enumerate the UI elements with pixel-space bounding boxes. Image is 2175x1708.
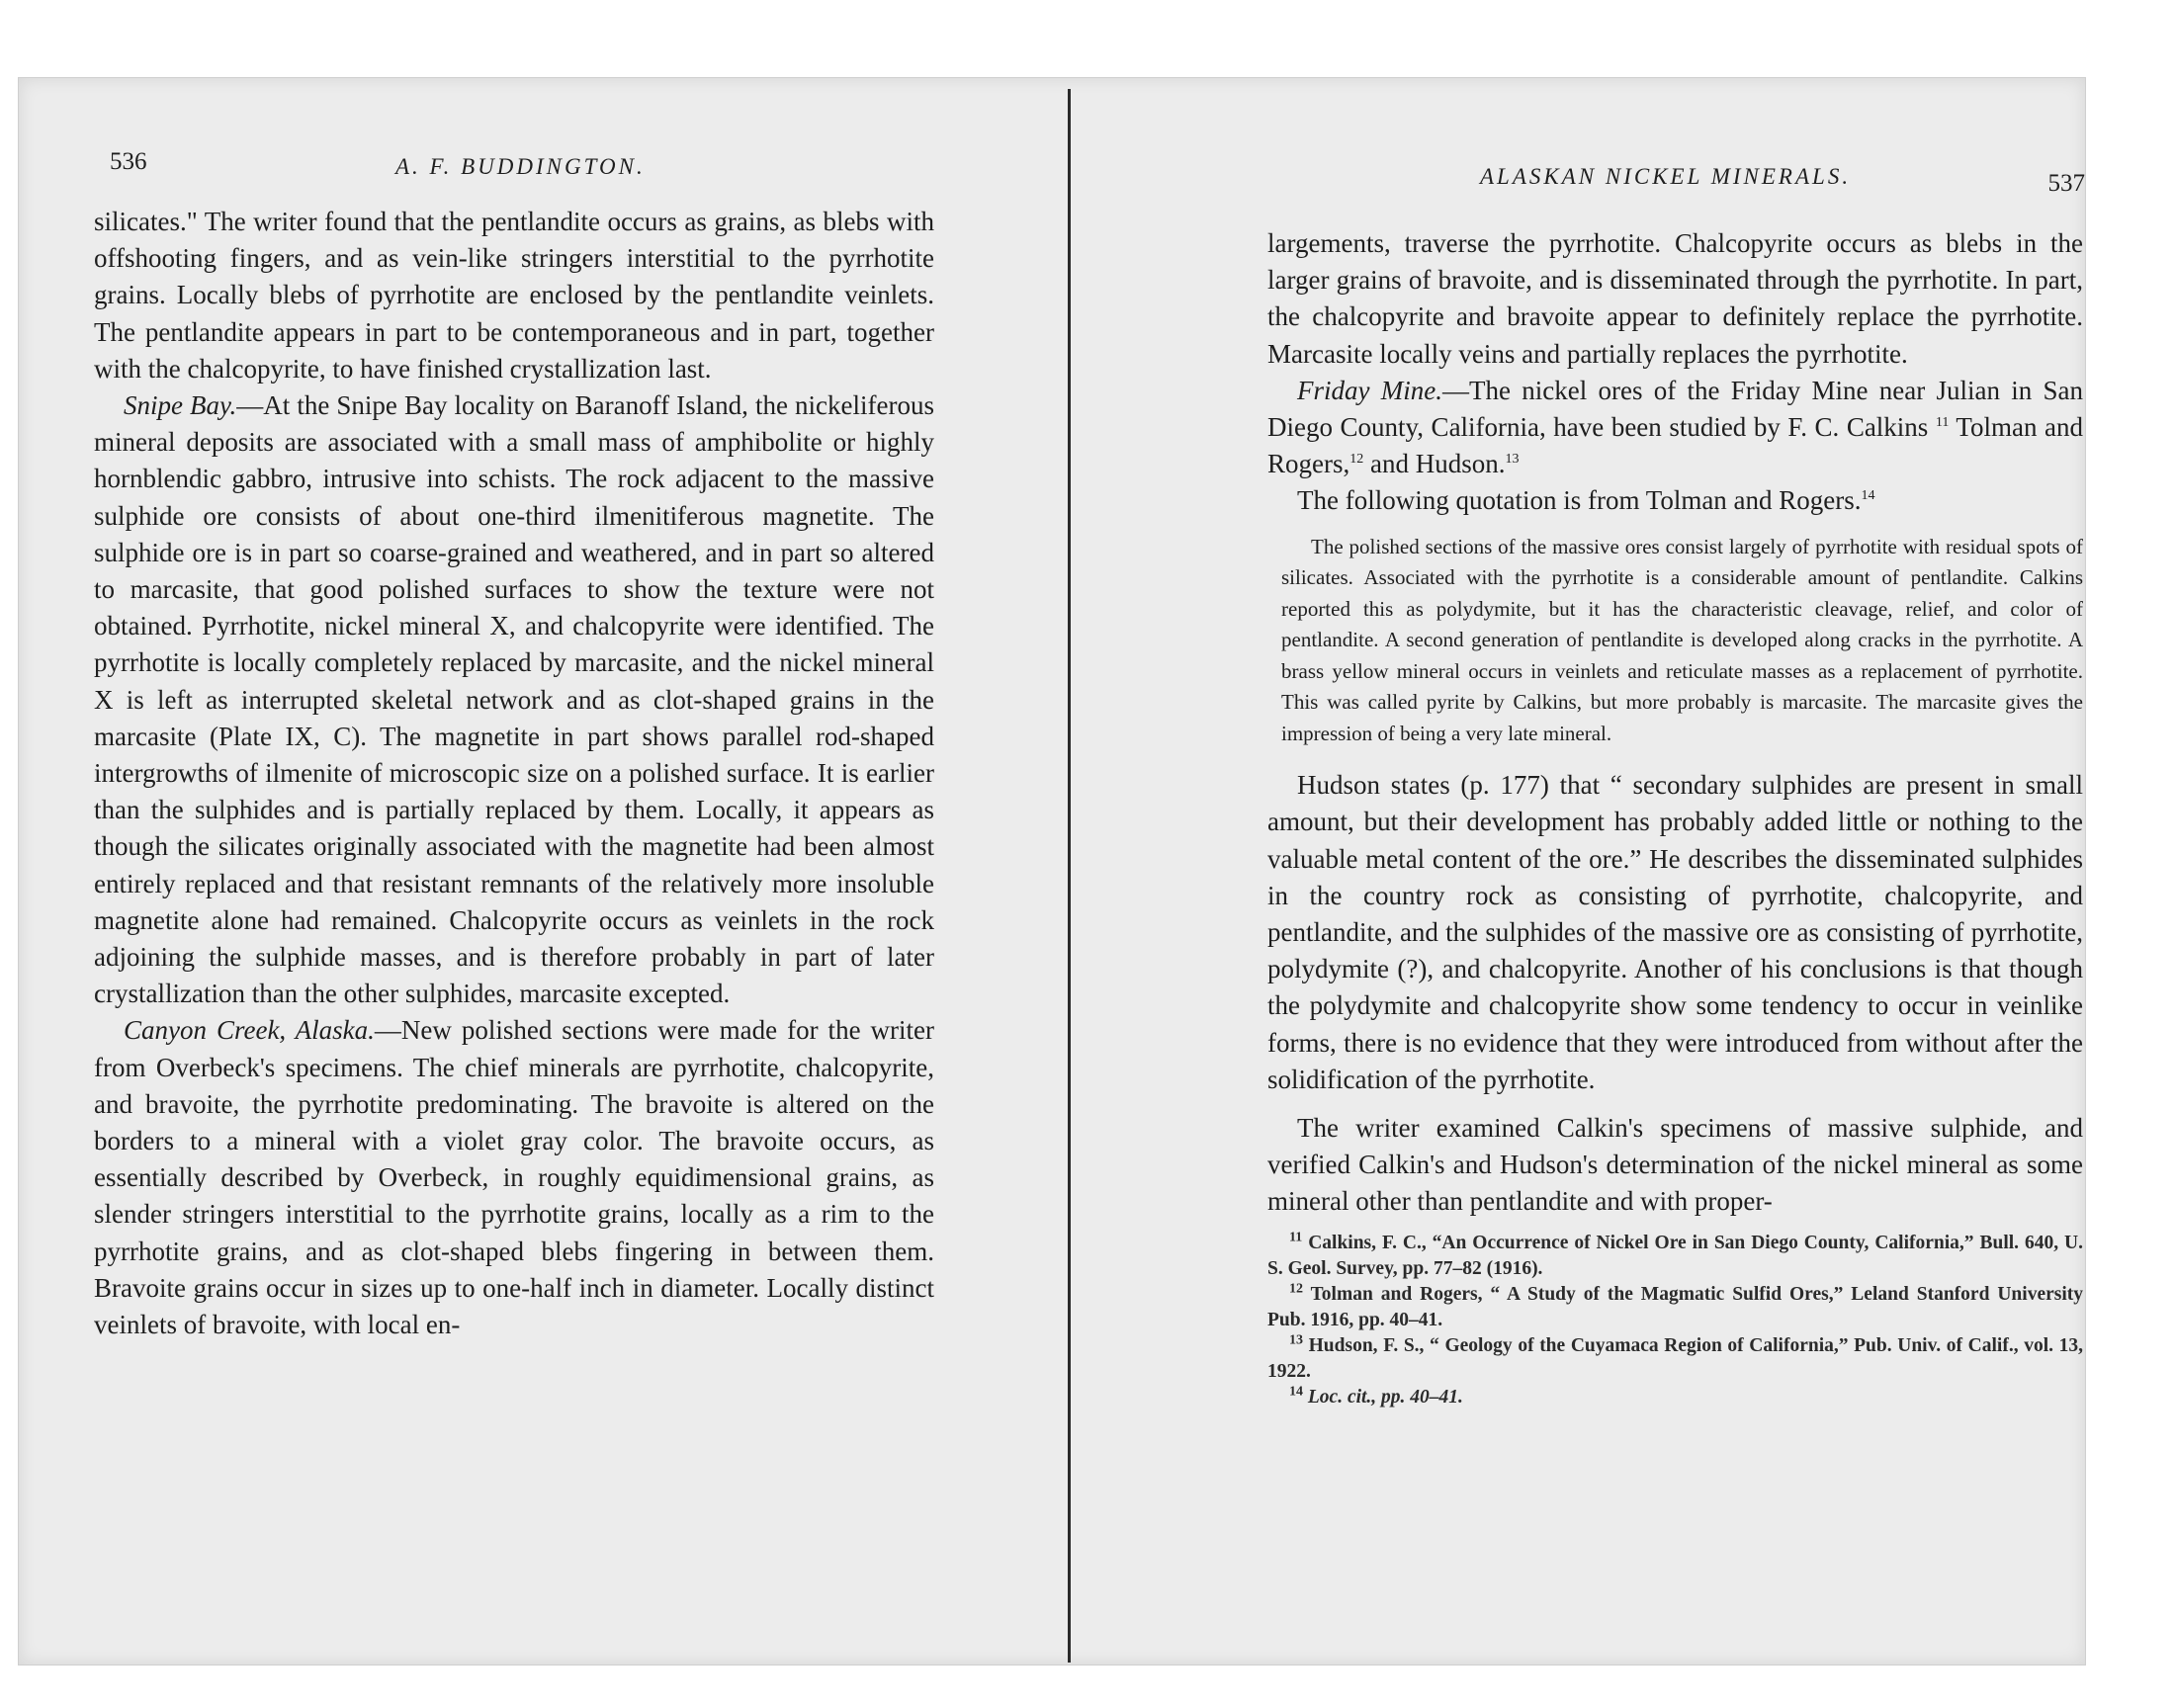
footnote-mark: 12 xyxy=(1289,1281,1303,1297)
footnote-text: Calkins, F. C., “An Occurrence of Nickel Ore in San Diego County, California,” Bull. 640, U. S. Geol. Survey, pp. 77–82 (1916). xyxy=(1267,1232,2083,1279)
paragraph-text: New polished sections were made for the writer from Overbeck's specimens. The chief minerals are pyrrhotite, chalcopyrite, and bravoite, the pyrrhotite predominating. The bravoite is altered on the borders to a mineral with a violet gray color. The bravoite occurs, as essentially described by Overbeck, in roughly equidimensional grains, as slender stringers interstitial to the pyrrhotite grains, locally as a rim to the pyrrhotite grains, and as clot-shaped blebs fingering in between them. Bravoite grains occur in sizes up to one-half inch in diameter. Locally distinct veinlets of bravoite, with local en- xyxy=(94,1015,934,1340)
right-page-header xyxy=(1267,158,2083,200)
footnote xyxy=(1267,1231,2083,1282)
quote-intro xyxy=(1267,482,2083,519)
footnote-mark: 11 xyxy=(1289,1230,1303,1245)
left-page xyxy=(94,148,934,1343)
footnote-mark: 14 xyxy=(1289,1384,1303,1400)
section-heading: Canyon Creek, Alaska. xyxy=(124,1015,375,1046)
footnote xyxy=(1267,1385,2083,1410)
paragraph-snipe-bay: Snipe Bay.—At the Snipe Bay locality on Baranoff Island, the nickeliferous mineral deposits are associated with a small mass of amphibolite or highly hornblendic gabbro, intrusive into schists. The rock adjacent to the massive sulphide ore consists of about one-third ilmenitiferous magnetite. The sulphide ore is in part so coarse-grained and weathered, and in part so altered to marcasite, that good polished surfaces to show the texture were not obtained. Pyrrhotite, nickel mineral X, and chalcopyrite were identified. The pyrrhotite is locally completely replaced by marcasite, and the nickel mineral X is left as interrupted skeletal network and as clot-shaped grains in the marcasite (Plate IX, C). The magnetite in part shows parallel rod-shaped intergrowths of ilmenite of microscopic size on a polished surface. It is earlier than the sulphides and is partially replaced by them. Locally, it appears as though the silicates originally associated with the magnetite had been almost entirely replaced and that resistant remnants of the relatively more insoluble magnetite alone had remained. Chalcopyrite occurs as veinlets in the rock adjoining the sulphide masses, and is therefore probably in part of later crystallization than the other sulphides, marcasite excepted. xyxy=(94,390,934,1009)
paragraph-text: The nickel ores of the Friday Mine near Julian in San Diego County, California, have been studied by F. C. Calkins xyxy=(1267,375,2083,443)
paragraph: largements, traverse the pyrrhotite. Chalcopyrite occurs as blebs in the larger grains of bravoite, and is disseminated through the pyrrhotite. In part, the chalcopyrite and bravoite appear to definitely replace the pyrrhotite. Marcasite locally veins and partially replaces the pyrrhotite. xyxy=(1267,228,2083,369)
block-quote xyxy=(1281,532,2083,750)
page-gutter xyxy=(1068,89,1071,1663)
footnote-ref: 12 xyxy=(1349,452,1364,468)
quote-text: The polished sections of the massive ores consist largely of pyrrhotite with residual spots of silicates. Associated with the pyrrhotite is a considerable amount of pentlandite. Calkins reported this as polydymite, but it has the characteristic cleavage, relief, and color of pentlandite. A second generation of pentlandite is developed along cracks in the pyrrhotite. A brass yellow mineral occurs in veinlets and reticulate masses as a replacement of pyrrhotite. This was called pyrite by Calkins, but more probably is marcasite. The marcasite gives the impression of being a very late mineral. xyxy=(1281,534,2083,745)
running-head: ALASKAN NICKEL MINERALS. xyxy=(1480,164,1852,189)
paragraph-text: and Hudson. xyxy=(1363,449,1506,479)
footnote-text: Tolman and Rogers, “ A Study of the Magmatic Sulfid Ores,” Leland Stanford University Pub. 1916, pp. 40–41. xyxy=(1267,1283,2084,1330)
footnote-text: Hudson, F. S., “ Geology of the Cuyamaca Region of California,” Pub. Univ. of Calif., vol. 13, 1922. xyxy=(1267,1334,2084,1382)
paragraph-text: At the Snipe Bay locality on Baranoff Island, the nickeliferous mineral deposits are associated with a small mass of amphibolite or highly hornblendic gabbro, intrusive into schists. The rock adjacent to the massive sulphide ore consists of about one-third ilmenitiferous magnetite. The sulphide ore is in part so coarse-grained and weathered, and in part so altered to marcasite, that good polished surfaces to show the texture were not obtained. Pyrrhotite, nickel mineral X, and chalcopyrite were identified. The pyrrhotite is locally completely replaced by marcasite, and the nickel mineral X is left as interrupted skeletal network and as clot-shaped grains in the marcasite (Plate IX, C). The magnetite in part shows parallel rod-shaped intergrowths of ilmenite of microscopic size on a polished surface. It is earlier than the sulphides and is partially replaced by them. Locally, it appears as though the silicates originally associated with the magnetite had been almost entirely replaced and that resistant remnants of the relatively more insoluble magnetite alone had remained. Chalcopyrite occurs as veinlets in the rock adjoining the sulphide masses, and is therefore probably in part of later crystallization than the other sulphides, marcasite excepted. xyxy=(94,390,934,1009)
right-page xyxy=(1267,158,2083,1410)
paragraph-text: The following quotation is from Tolman and Rogers. xyxy=(1297,485,1862,516)
left-page-header xyxy=(94,148,934,190)
footnote-mark: 13 xyxy=(1289,1332,1303,1348)
section-heading: Friday Mine. xyxy=(1297,375,1442,405)
paragraph: The writer examined Calkin's specimens of massive sulphide, and verified Calkin's and Hudson's determination of the nickel mineral as some mineral other than pentlandite and with proper- xyxy=(1267,1112,2083,1217)
running-head: A. F. BUDDINGTON. xyxy=(395,154,646,179)
paragraph: silicates." The writer found that the pentlandite occurs as grains, as blebs with offshooting fingers, and as vein-like stringers interstitial to the pyrrhotite grains. Locally blebs of pyrrhotite are enclosed by the pentlandite veinlets. The pentlandite appears in part to be contemporaneous and in part, together with the chalcopyrite, to have finished crystallization last. xyxy=(94,207,934,384)
paragraph-friday-mine: Friday Mine.—The nickel ores of the Friday Mine near Julian in San Diego County, California, have been studied by F. C. Calkins $^{11}$ Tolman and Rogers,$^{12}$ and Hudson.$^{13}$ xyxy=(1267,375,2084,479)
page-number: 536 xyxy=(110,148,147,175)
footnote xyxy=(1267,1282,2083,1333)
footnote-ref: 13 xyxy=(1505,452,1520,468)
section-heading: Snipe Bay. xyxy=(124,390,237,421)
left-page-body xyxy=(94,204,934,1343)
footnote xyxy=(1267,1333,2083,1385)
right-page-body xyxy=(1267,225,2083,1410)
page-number: 537 xyxy=(2047,170,2085,197)
footnote-text: Loc. cit., pp. 40–41. xyxy=(1307,1386,1463,1408)
paragraph-canyon-creek: Canyon Creek, Alaska.—New polished sections were made for the writer from Overbeck's specimens. The chief minerals are pyrrhotite, chalcopyrite, and bravoite, the pyrrhotite predominating. The bravoite is altered on the borders to a mineral with a violet gray color. The bravoite occurs, as essentially described by Overbeck, in roughly equidimensional grains, as slender stringers interstitial to the pyrrhotite grains, locally as a rim to the pyrrhotite grains, and as clot-shaped blebs fingering in between them. Bravoite grains occur in sizes up to one-half inch in diameter. Locally distinct veinlets of bravoite, with local en- xyxy=(94,1015,934,1340)
footnote-ref: 11 xyxy=(1935,415,1950,431)
paragraph: Hudson states (p. 177) that “ secondary sulphides are present in small amount, but their development has probably added little or nothing to the valuable metal content of the ore.” He describes the disseminated sulphides in the country rock as consisting of pyrrhotite, chalcopyrite, and pentlandite, and the sulphides of the massive ore as consisting of pyrrhotite, polydymite (?), and chalcopyrite. Another of his conclusions is that though the polydymite and chalcopyrite show some tendency to occur in veinlike forms, there is no evidence that they were introduced from without after the solidification of the pyrrhotite. xyxy=(1267,770,2083,1094)
footnote-ref: 14 xyxy=(1861,488,1875,504)
footnotes xyxy=(1267,1231,2083,1410)
paragraph-text: Tolman and Rogers, xyxy=(1267,412,2084,479)
